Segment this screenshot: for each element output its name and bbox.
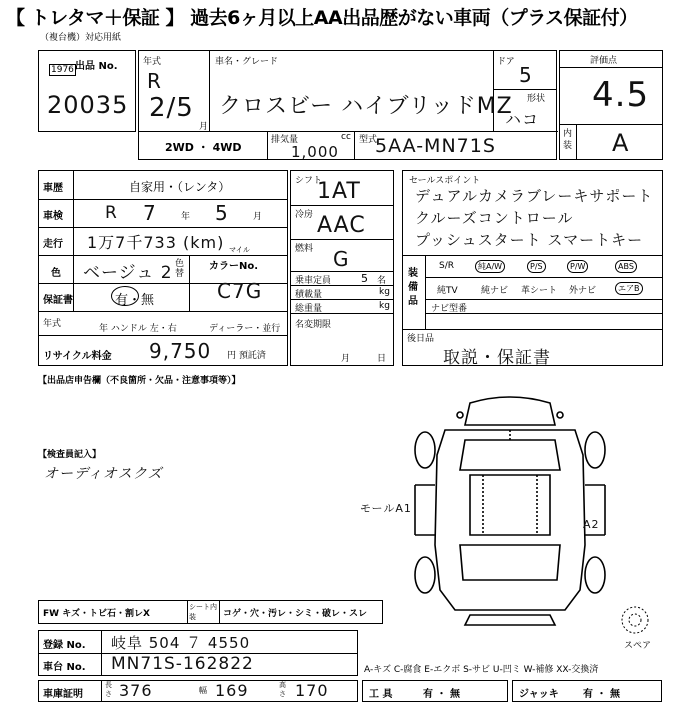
load-unit: kg (379, 287, 390, 297)
grade-label: 評価点 (590, 56, 618, 66)
year-era: R (147, 69, 162, 93)
ac-value: AAC (317, 213, 366, 238)
fuel-label: 燃料 (295, 244, 314, 254)
chassis-value: MN71S-162822 (111, 654, 254, 674)
inspection-month-unit: 月 (253, 212, 263, 222)
jack-box (512, 680, 662, 702)
tools-box (362, 680, 508, 702)
displacement-value: 1,000 (291, 143, 339, 161)
lot-year-small: 1976 (51, 65, 74, 75)
gross-label: 総重量 (295, 304, 323, 314)
year-value: 2/5 (149, 93, 194, 123)
capacity-value: 5 (361, 272, 368, 285)
equip-navi: 純ナビ (481, 286, 509, 296)
color-code-value: C7G (217, 279, 263, 303)
spare-tire-icon (620, 605, 650, 635)
post-label: 後日品 (407, 334, 435, 344)
diagram-right-note: A2 (583, 518, 600, 531)
equip-leather: 革シート (521, 286, 558, 296)
lot-box (38, 50, 136, 132)
legend-seat-text: コゲ・穴・汚レ・シミ・破レ・スレ (223, 609, 368, 619)
legend-fw: FW キズ・トビ石・割レX (43, 609, 150, 619)
tools-value: 有 ・ 無 (423, 689, 460, 700)
year-dealer-handle: 年 ハンドル 左・右 (99, 324, 177, 334)
drive-value: 2WD ・ 4WD (165, 141, 242, 154)
warranty-label: 保証書 (43, 295, 73, 306)
year-dealer-dealer: ディーラー・並行 (209, 324, 281, 334)
sales-point-label: セールスポイント (409, 176, 481, 186)
middle-details (290, 170, 394, 366)
equip-ext-navi: 外ナビ (569, 286, 597, 296)
equip-abs: ABS (615, 260, 637, 273)
capacity-unit: 名 (377, 276, 387, 286)
registration-box (38, 630, 358, 676)
color-value: ベージュ 2 (83, 263, 173, 283)
tools-label: 工 具 (369, 689, 393, 700)
equip-aw: 純A/W (475, 260, 505, 273)
color-code-label: カラーNo. (209, 261, 259, 272)
model-value: 5AA-MN71S (375, 135, 496, 157)
sales-line-1: デュアルカメラブレーキサポート (415, 187, 654, 205)
chassis-label: 車台 No. (43, 662, 86, 673)
recycle-value: 9,750 (149, 339, 212, 363)
doors-label: ドア (497, 57, 515, 67)
color-label: 色 (51, 268, 61, 279)
capacity-label: 乗車定員 (295, 276, 332, 286)
color-replace: 色替 (175, 259, 185, 279)
registration-label: 登録 No. (43, 640, 86, 651)
header-title: 【 トレタマ＋保証 】 過去6ヶ月以上AA出品歴がない車両（プラス保証付） (6, 7, 638, 29)
shape-value: ハコ (505, 110, 540, 129)
name-change-unit: 月 (341, 354, 351, 364)
post-value: 取説・保証書 (443, 348, 551, 368)
recycle-unit: 円 預託済 (227, 351, 266, 361)
inspection-label: 車検 (43, 211, 63, 222)
left-details (38, 170, 288, 366)
equip-pw: P/W (567, 260, 588, 273)
diagram-left-note: モールA1 (360, 502, 412, 515)
lot-label: 出品 No. (75, 61, 118, 72)
mileage-value: 1万7千733 (km) (87, 233, 225, 252)
interior-label: 内装 (563, 129, 573, 151)
jack-label: ジャッキ (519, 689, 559, 700)
history-value: 自家用・（レンタ） (129, 180, 231, 194)
equip-airbag: エアB (615, 282, 643, 295)
equip-sr: S/R (439, 261, 454, 271)
inspector-value: オーディオスクズ (44, 466, 163, 482)
shape-label: 形状 (527, 94, 546, 104)
cert-height-label: 高さ (279, 681, 286, 698)
inspection-era: R (105, 203, 118, 223)
legend-seat: シート内装 (189, 603, 217, 621)
legend-box (38, 600, 383, 624)
inspection-month: 5 (215, 201, 229, 225)
cert-box (38, 680, 358, 702)
cert-width-label: 幅 (199, 686, 207, 695)
top-main (138, 50, 557, 160)
load-label: 積載量 (295, 290, 323, 300)
shift-value: 1AT (317, 179, 361, 204)
cert-length: 376 (119, 681, 153, 700)
mileage-label: 走行 (43, 239, 63, 250)
grade-box (559, 50, 663, 160)
car-diagram (395, 395, 625, 630)
doors-value: 5 (519, 63, 533, 87)
cert-length-label: 長さ (105, 681, 112, 698)
name-change-label: 名変期限 (295, 320, 332, 330)
grade-value: 4.5 (592, 75, 650, 115)
car-name-value: クロスビー ハイブリッドMZ (219, 94, 513, 119)
fuel-value: G (333, 247, 350, 271)
year-dealer-label: 年式 (43, 319, 62, 329)
header-banner (0, 0, 700, 30)
inspection-year: 7 (143, 201, 157, 225)
recycle-label: リサイクル料金 (43, 351, 112, 362)
spare-label: スペア (624, 641, 652, 651)
history-label: 車歴 (43, 183, 63, 194)
sales-line-2: クルーズコントロール (415, 209, 574, 227)
legend-codes: A-キズ C-腐食 E-エクボ S-サビ U-凹ミ W-補修 XX-交換済 (364, 665, 599, 675)
inspector-label: 【検査員記入】 (38, 450, 102, 460)
cert-width: 169 (215, 681, 249, 700)
ac-label: 冷房 (295, 210, 314, 220)
registration-value: 岐阜 504 ７ 4550 (111, 634, 251, 652)
interior-value: A (612, 129, 630, 157)
cert-label: 車庫証明 (43, 689, 83, 700)
lot-number: 20035 (47, 91, 129, 119)
car-name-label: 車名・グレード (215, 57, 279, 67)
inspection-year-unit: 年 (181, 212, 191, 222)
navi-label: ナビ型番 (431, 304, 468, 314)
sales-line-3: プッシュスタート スマートキー (415, 231, 644, 249)
displacement-label: 排気量 (271, 135, 299, 145)
equip-ps: P/S (527, 260, 546, 273)
seller-note-label: 【出品店申告欄（不良箇所・欠品・注意事項等）】 (38, 376, 241, 386)
year-suffix: 月 (199, 122, 209, 132)
model-label: 型式 (359, 135, 378, 145)
equip-tv: 純TV (437, 286, 458, 296)
right-details (402, 170, 663, 366)
cert-height: 170 (295, 681, 329, 700)
sub-note: （複台機）対応用紙 (40, 33, 122, 43)
warranty-value: 有・無 (115, 293, 155, 308)
displacement-unit: cc (341, 132, 351, 142)
equipment-label: 装備品 (408, 268, 418, 307)
gross-unit: kg (379, 301, 390, 311)
year-label: 年式 (143, 57, 162, 67)
shift-label: シフト (295, 176, 323, 186)
jack-value: 有 ・ 無 (583, 689, 620, 700)
name-change-day: 日 (377, 354, 387, 364)
mileage-mile: マイル (229, 246, 250, 254)
